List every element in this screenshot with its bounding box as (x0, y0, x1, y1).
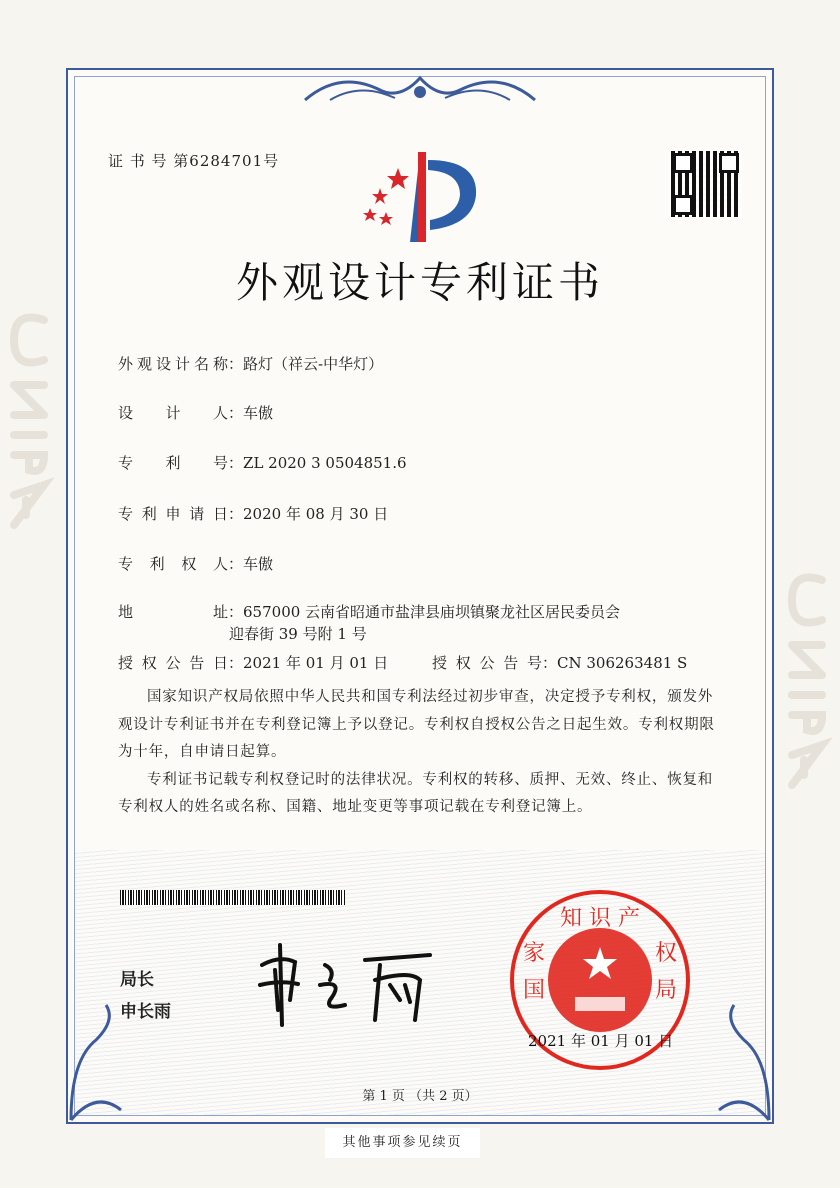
field-address: 地址：657000 云南省昭通市盐津县庙坝镇聚龙社区居民委员会 (118, 603, 621, 621)
field-value: 2021 年 01 月 01 日 (243, 654, 389, 672)
paragraph: 国家知识产权局依照中华人民共和国专利法经过初步审查，决定授予专利权，颁发外观设计专利证书并在专利登记簿上予以登记。专利权自授权公告之日起生效。专利权期限为十年，自申请日起算。 (118, 689, 715, 760)
field-designer: 设计人：车傲 (118, 404, 274, 422)
seal-text: 国 (523, 978, 546, 1003)
field-label: 授权公告日 (118, 654, 228, 672)
signatory-name: 申长雨 (120, 1002, 171, 1022)
ornament-top-icon (300, 70, 540, 108)
field-value: ZL 2020 3 0504851.6 (243, 454, 407, 472)
field-label: 专利申请日 (118, 505, 228, 523)
seal-text: 知 识 产 (560, 906, 640, 931)
ornament-corner-icon (714, 1000, 774, 1124)
watermark-cnipa (782, 560, 838, 800)
field-design-name: 外观设计名称：路灯（祥云-中华灯） (118, 355, 384, 373)
handwritten-signature (250, 940, 440, 1030)
field-patentee: 专利权人：车傲 (118, 555, 274, 573)
seal-text: 权 (655, 941, 678, 966)
seal-text: 局 (655, 978, 678, 1003)
certificate-body (118, 684, 724, 822)
qr-code (670, 150, 742, 218)
field-value: 车傲 (243, 555, 274, 573)
field-value: 657000 云南省昭通市盐津县庙坝镇聚龙社区居民委员会 (243, 603, 621, 621)
field-label: 授权公告号 (432, 654, 542, 672)
paragraph: 专利证书记载专利权登记时的法律状况。专利权的转移、质押、无效、终止、恢复和专利权人的姓名或名称、国籍、地址变更等事项记载在专利登记簿上。 (118, 771, 714, 815)
field-application-date: 专利申请日：2020 年 08 月 30 日 (118, 505, 389, 523)
field-address-line2: 迎春街 39 号附 1 号 (229, 625, 367, 643)
field-label: 外观设计名称 (118, 355, 228, 373)
field-value: 2020 年 08 月 30 日 (243, 505, 389, 523)
field-label: 地址 (118, 603, 228, 621)
signatory-title: 局长 (120, 970, 154, 990)
seal-text: 家 (523, 941, 546, 966)
field-patent-number: 专利号：ZL 2020 3 0504851.6 (118, 454, 407, 472)
field-grant-date: 授权公告日：2021 年 01 月 01 日 (118, 654, 389, 672)
seal-date: 2021 年 01 月 01 日 (528, 1032, 674, 1050)
field-grant-number: 授权公告号：CN 306263481 S (432, 654, 688, 672)
field-label: 专利号 (118, 454, 228, 472)
watermark-cnipa (4, 300, 60, 540)
cnipa-logo-icon (358, 150, 483, 250)
page-number: 第 1 页 （共 2 页） (362, 1089, 478, 1104)
ornament-corner-icon (66, 1000, 126, 1124)
continued-note: 其他事项参见续页 (325, 1128, 480, 1158)
barcode (120, 890, 345, 905)
field-label: 专利权人 (118, 555, 228, 573)
field-value: 路灯（祥云-中华灯） (243, 355, 384, 373)
field-value: 车傲 (243, 404, 274, 422)
field-label: 设计人 (118, 404, 228, 422)
certificate-number: 证 书 号 第6284701号 (108, 152, 280, 170)
certificate-title: 外观设计专利证书 (235, 258, 604, 307)
field-value: CN 306263481 S (557, 654, 688, 672)
